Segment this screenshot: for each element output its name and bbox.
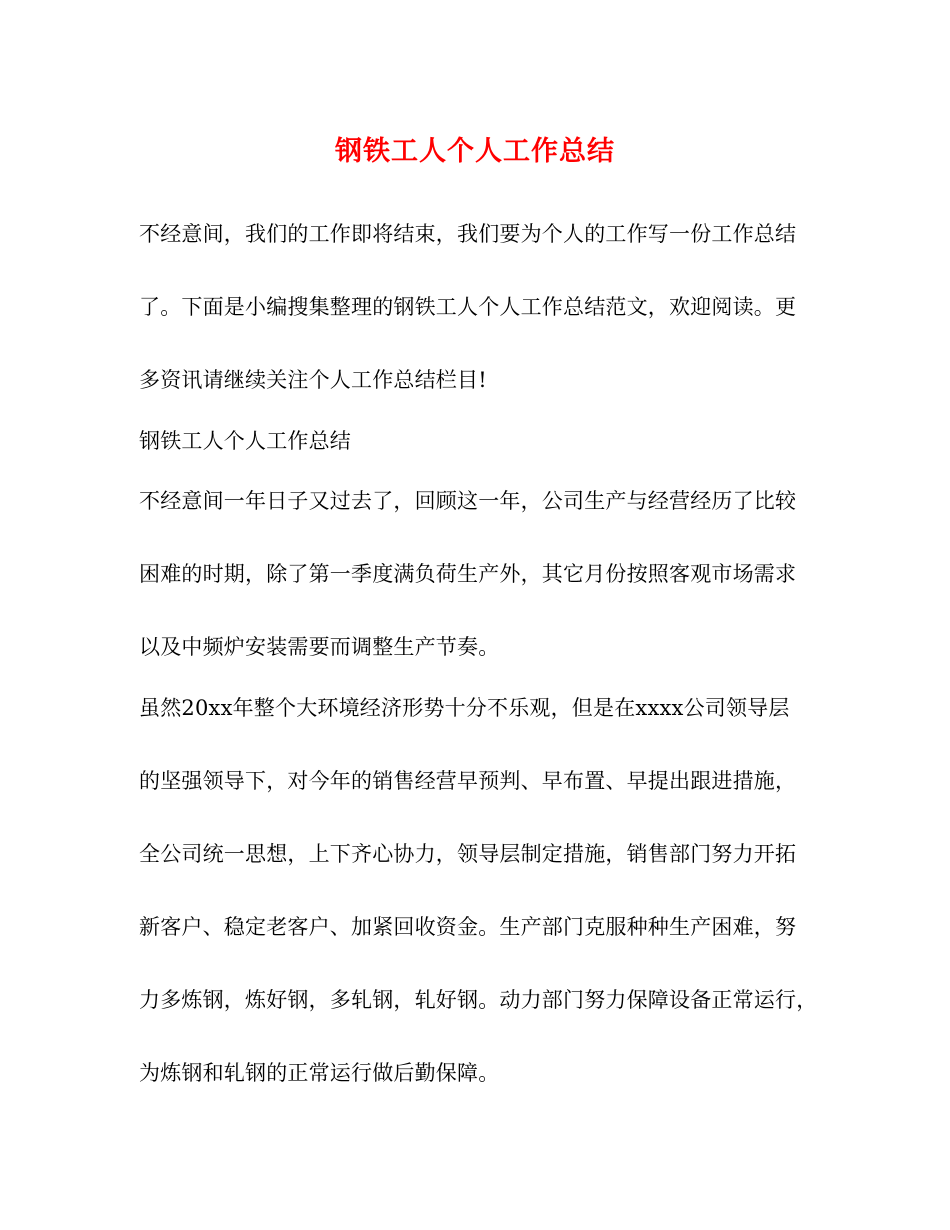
paragraph-line-6: 困难的时期，除了第一季度满负荷生产外，其它月份按照客观市场需求 xyxy=(139,562,797,586)
paragraph-line-12: 力多炼钢，炼好钢，多轧钢，轧好钢。动力部门努力保障设备正常运行， xyxy=(139,988,818,1012)
section-heading: 钢铁工人个人工作总结 xyxy=(139,429,351,453)
paragraph-line-3: 多资讯请继续关注个人工作总结栏目! xyxy=(139,368,487,392)
paragraph-line-2: 了。下面是小编搜集整理的钢铁工人个人工作总结范文，欢迎阅读。更 xyxy=(139,295,797,319)
paragraph-line-10: 全公司统一思想，上下齐心协力，领导层制定措施，销售部门努力开拓 xyxy=(139,842,797,866)
paragraph-line-11: 新客户、稳定老客户、加紧回收资金。生产部门克服种种生产困难，努 xyxy=(139,915,797,939)
paragraph-line-9: 的坚强领导下，对今年的销售经营早预判、早布置、早提出跟进措施， xyxy=(139,769,797,793)
paragraph-line-1: 不经意间，我们的工作即将结束，我们要为个人的工作写一份工作总结 xyxy=(139,222,797,246)
document-title: 钢铁工人个人工作总结 xyxy=(335,136,615,167)
paragraph-line-13: 为炼钢和轧钢的正常运行做后勤保障。 xyxy=(139,1061,500,1085)
paragraph-line-7: 以及中频炉安装需要而调整生产节奏。 xyxy=(139,635,500,659)
paragraph-line-8: 虽然20xx年整个大环境经济形势十分不乐观，但是在xxxx公司领导层 xyxy=(139,696,790,720)
paragraph-line-5: 不经意间一年日子又过去了，回顾这一年，公司生产与经营经历了比较 xyxy=(139,489,797,513)
